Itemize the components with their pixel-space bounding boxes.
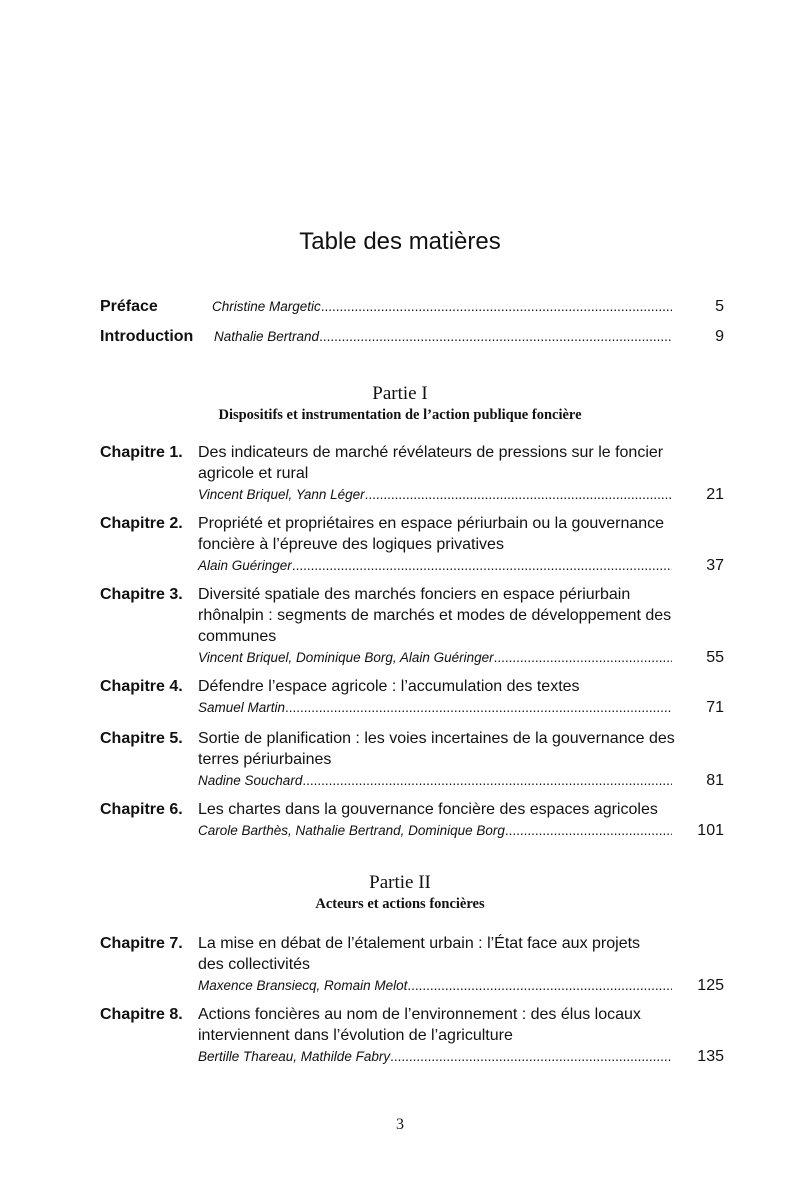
chapter-author: Maxence Bransiecq, Romain Melot bbox=[198, 978, 408, 993]
toc-chapter-4[interactable] bbox=[100, 676, 724, 718]
chapter-title: Défendre l’espace agricole : l’accumulation des textes bbox=[198, 678, 580, 695]
chapter-page: 37 bbox=[706, 557, 724, 574]
toc-entry-introduction[interactable] bbox=[100, 328, 724, 346]
dot-leader bbox=[505, 820, 672, 841]
chapter-author: Vincent Briquel, Yann Léger bbox=[198, 487, 365, 502]
chapter-label: Chapitre 2. bbox=[100, 515, 183, 532]
chapter-author: Bertille Thareau, Mathilde Fabry bbox=[198, 1049, 391, 1064]
chapter-8-author-wrap bbox=[100, 1004, 724, 1067]
chapter-label: Chapitre 4. bbox=[100, 678, 183, 695]
entry-label: Préface bbox=[100, 298, 158, 315]
chapter-page: 21 bbox=[706, 486, 724, 503]
chapter-label: Chapitre 3. bbox=[100, 586, 183, 603]
part-subtitle: Dispositifs et instrumentation de l’action publique foncière bbox=[218, 407, 582, 423]
entry-author: Christine Margetic bbox=[212, 299, 321, 314]
toc-entry-preface[interactable] bbox=[100, 298, 724, 316]
chapter-page: 125 bbox=[697, 977, 724, 994]
dot-leader bbox=[407, 975, 672, 996]
chapter-1-author-wrap bbox=[100, 442, 724, 505]
chapter-label: Chapitre 7. bbox=[100, 935, 183, 952]
chapter-page: 135 bbox=[697, 1048, 724, 1065]
part-title: Partie II bbox=[369, 872, 431, 893]
page-number: 3 bbox=[396, 1116, 404, 1133]
chapter-author: Samuel Martin bbox=[198, 700, 286, 715]
chapter-page: 55 bbox=[706, 649, 724, 666]
chapter-title: Diversité spatiale des marchés fonciers en espace périurbain rhônalpin : segments de marchés et modes de développement des communes bbox=[198, 586, 672, 645]
chapter-title: Actions foncières au nom de l’environnement : des élus locaux interviennent dans l’évolution de l’agriculture bbox=[198, 1006, 641, 1044]
chapter-page: 71 bbox=[706, 699, 724, 716]
chapter-3-author-wrap bbox=[100, 584, 724, 668]
dot-leader bbox=[494, 647, 672, 668]
chapter-title: La mise en débat de l’étalement urbain : l’État face aux projets des collectivités bbox=[198, 935, 641, 973]
chapter-label: Chapitre 8. bbox=[100, 1006, 183, 1023]
chapter-2-author-wrap bbox=[100, 513, 724, 576]
dot-leader bbox=[319, 329, 672, 344]
dot-leader bbox=[365, 484, 672, 505]
part-subtitle: Acteurs et actions foncières bbox=[315, 896, 485, 912]
chapter-page: 101 bbox=[697, 822, 724, 839]
chapter-label: Chapitre 1. bbox=[100, 444, 183, 461]
chapter-6-author-wrap bbox=[100, 799, 724, 841]
chapter-page: 81 bbox=[706, 772, 724, 789]
chapter-7-author-wrap bbox=[100, 933, 724, 996]
entry-author: Nathalie Bertrand bbox=[214, 329, 320, 344]
entry-label: Introduction bbox=[100, 328, 194, 345]
dot-leader bbox=[321, 299, 672, 314]
dot-leader bbox=[302, 770, 672, 791]
chapter-author: Nadine Souchard bbox=[198, 773, 303, 788]
chapter-author: Alain Guéringer bbox=[198, 558, 292, 573]
page-title: Table des matières bbox=[299, 228, 501, 255]
chapter-title: Propriété et propriétaires en espace périurbain ou la gouvernance foncière à l’épreuve des logiques privatives bbox=[198, 515, 665, 553]
chapter-label: Chapitre 6. bbox=[100, 801, 183, 818]
chapter-label: Chapitre 5. bbox=[100, 730, 183, 747]
entry-page: 5 bbox=[715, 298, 724, 315]
dot-leader bbox=[285, 697, 672, 718]
part-heading-1 bbox=[0, 383, 800, 424]
chapter-title: Les chartes dans la gouvernance foncière des espaces agricoles bbox=[198, 801, 658, 818]
chapter-author: Vincent Briquel, Dominique Borg, Alain Guéringer bbox=[198, 650, 494, 665]
chapter-author: Carole Barthès, Nathalie Bertrand, Dominique Borg bbox=[198, 823, 505, 838]
chapter-5-author-wrap bbox=[100, 728, 724, 791]
entry-page: 9 bbox=[715, 328, 724, 345]
part-heading-2 bbox=[0, 872, 800, 913]
chapter-title: Des indicateurs de marché révélateurs de pressions sur le foncier agricole et rural bbox=[198, 444, 664, 482]
dot-leader bbox=[292, 555, 672, 576]
dot-leader bbox=[390, 1046, 672, 1067]
chapter-title: Sortie de planification : les voies incertaines de la gouvernance des terres périurbaines bbox=[198, 730, 675, 768]
part-title: Partie I bbox=[372, 383, 428, 404]
